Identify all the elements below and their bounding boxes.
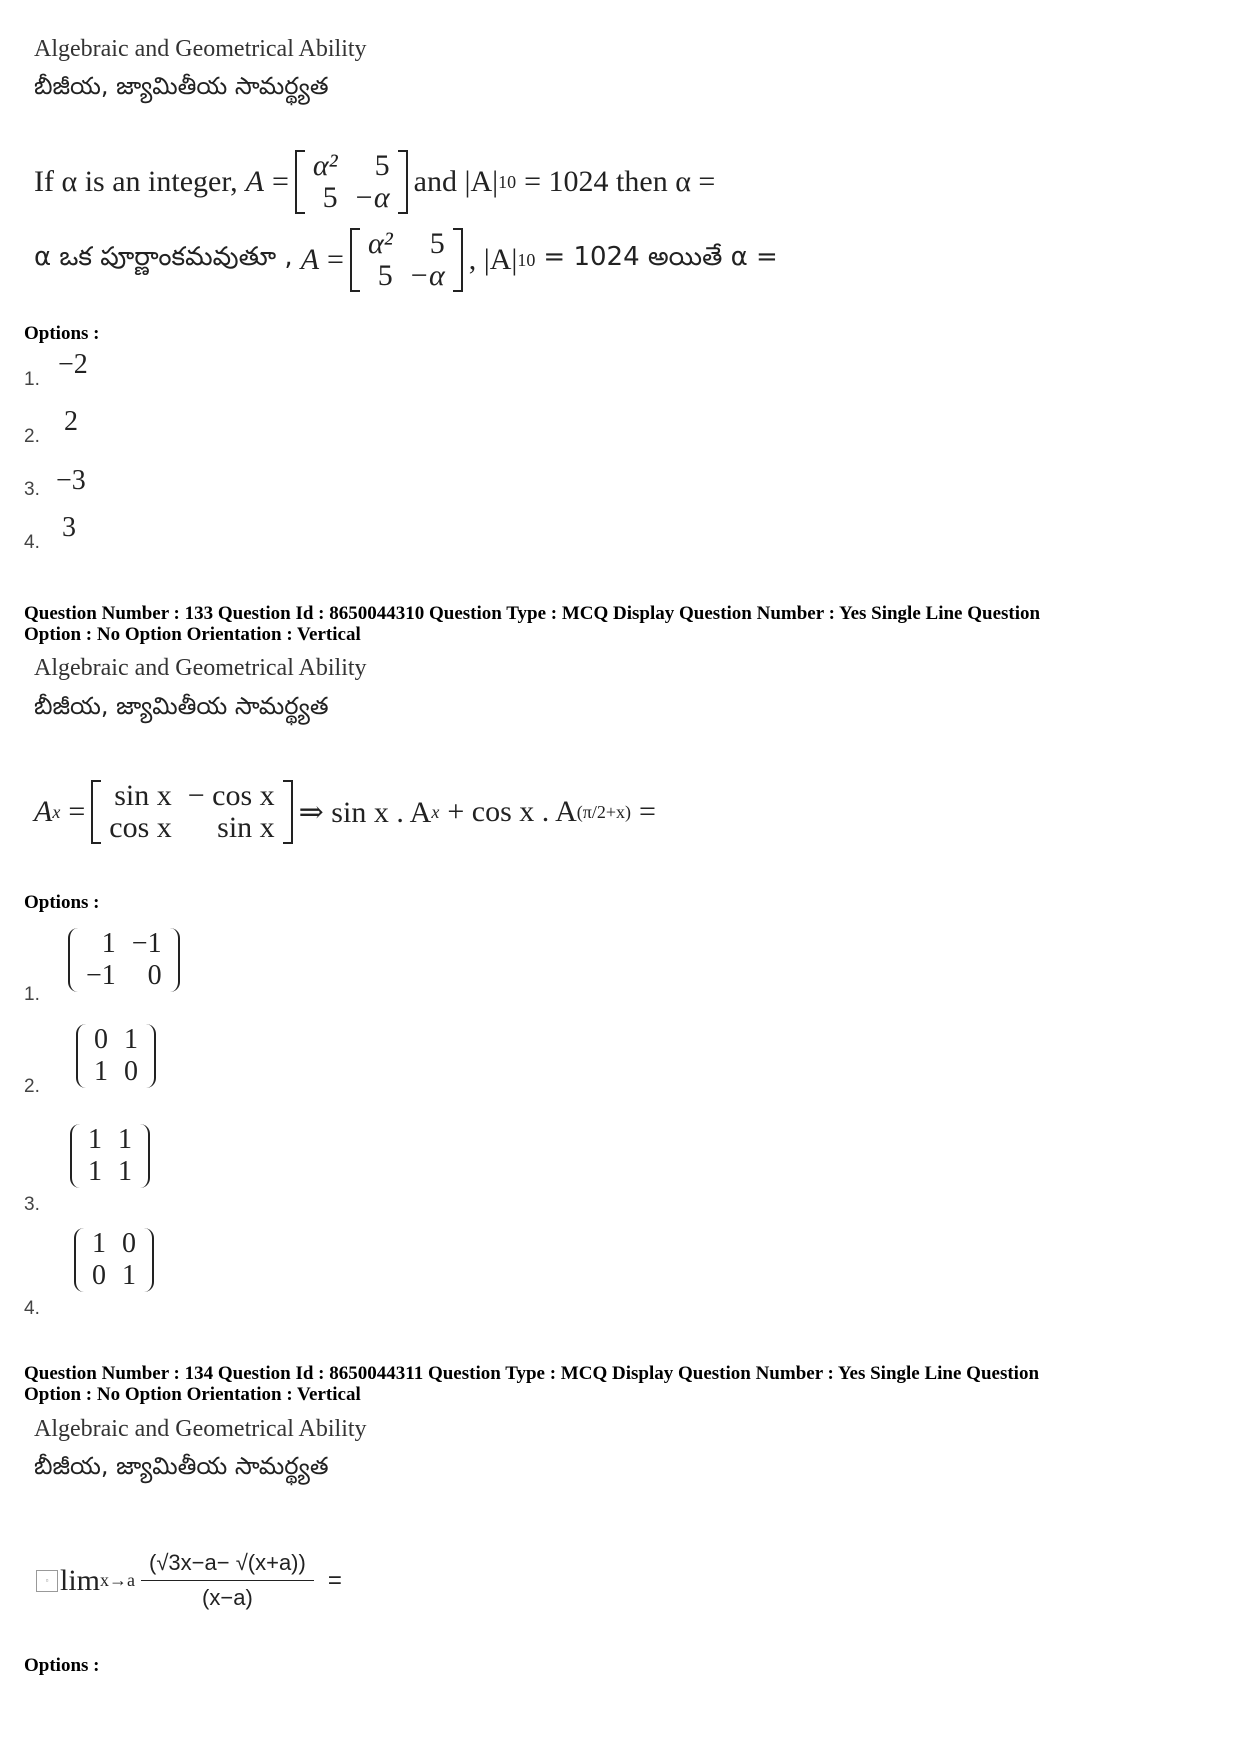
options-label: Options : <box>24 1655 100 1676</box>
option-matrix <box>74 1228 154 1292</box>
matrix-cell: −1 <box>86 960 116 991</box>
option-number: 2. <box>24 1076 40 1097</box>
question-connector: and |A| <box>413 165 499 198</box>
matrix-cell: 0 <box>124 1056 138 1087</box>
subject-title-telugu: బీజీయ, జ్యామితీయ సామర్థ్యత <box>34 72 329 100</box>
matrix-cell: 1 <box>124 1024 138 1055</box>
matrix-cell: 1 <box>88 1124 102 1155</box>
option-value: −3 <box>56 465 86 496</box>
matrix-cell: 0 <box>92 1260 106 1291</box>
subject-title: Algebraic and Geometrical Ability <box>34 655 367 681</box>
option-number: 1. <box>24 984 40 1005</box>
options-label: Options : <box>24 892 100 913</box>
question-text <box>34 780 656 844</box>
option-matrix <box>68 928 180 992</box>
matrix-cell: 1 <box>101 928 116 959</box>
subject-title-telugu: బీజీయ, జ్యామితీయ సామర్థ్యత <box>34 1452 329 1480</box>
exponent: 10 <box>498 171 517 192</box>
question-prefix-telugu: α ఒక పూర్ణాంకమవుతూ , <box>34 242 293 272</box>
subject-title-telugu: బీజీయ, జ్యామితీయ సామర్థ్యత <box>34 692 329 720</box>
option-matrix <box>76 1024 156 1088</box>
question-text <box>36 1550 342 1611</box>
question-meta-line1: Question Number : 134 Question Id : 8650044311 Question Type : MCQ Display Question Number : Yes Single Line Question <box>24 1363 1040 1384</box>
equals-sign: = <box>327 1566 342 1594</box>
matrix-cell: sin x <box>217 811 275 844</box>
subject-title: Algebraic and Geometrical Ability <box>34 1416 367 1442</box>
matrix-cell: cos x <box>109 811 172 844</box>
option-number: 3. <box>24 1194 40 1215</box>
option-value: 3 <box>62 512 76 543</box>
fraction-numerator: (√3x−a− √(x+a)) <box>141 1550 314 1581</box>
subscript: x <box>52 801 61 822</box>
matrix-cell: 5 <box>377 259 393 292</box>
matrix-a-telugu <box>350 228 463 292</box>
question-text-english <box>34 150 715 214</box>
matrix-cell: 1 <box>118 1124 132 1155</box>
matrix-symbol: A <box>34 795 53 828</box>
equals-sign: = <box>327 243 344 276</box>
subject-title: Algebraic and Geometrical Ability <box>34 36 367 62</box>
limit-subscript: x→a <box>100 1570 136 1590</box>
matrix-cell: −α <box>353 181 390 214</box>
equals-sign: = <box>271 165 289 198</box>
matrix-symbol: A <box>245 165 264 198</box>
matrix-symbol: A <box>300 243 320 276</box>
option-number: 4. <box>24 532 40 553</box>
matrix-cell: 1 <box>122 1260 136 1291</box>
exponent: 10 <box>517 249 536 270</box>
question-prefix: If α is an integer, <box>34 165 238 198</box>
matrix-cell: 5 <box>322 181 338 214</box>
matrix-a <box>295 150 408 214</box>
matrix-cell: 1 <box>118 1156 132 1187</box>
option-number: 3. <box>24 479 40 500</box>
matrix-cell: 1 <box>94 1056 108 1087</box>
fraction-denominator: (x−a) <box>202 1585 253 1610</box>
equals-sign: = <box>68 795 86 828</box>
limit-operator: lim <box>60 1563 101 1597</box>
question-rhs: ⇒ sin x . A <box>298 795 432 829</box>
matrix-cell: 0 <box>122 1228 136 1259</box>
matrix-cell: 5 <box>374 149 390 182</box>
option-matrix <box>70 1124 150 1188</box>
option-value: −2 <box>58 349 88 380</box>
question-rhs-telugu: = 1024 అయితే α = <box>543 242 778 272</box>
subscript: (π/2+x) <box>576 801 631 822</box>
matrix-cell: sin x <box>114 779 172 812</box>
matrix-cell: 0 <box>147 960 162 991</box>
question-meta <box>24 603 1040 645</box>
question-meta-line2: Option : No Option Orientation : Vertical <box>24 1384 361 1405</box>
option-number: 2. <box>24 426 40 447</box>
matrix-cell: 5 <box>429 227 445 260</box>
matrix-ax <box>91 780 292 844</box>
matrix-cell: − cos x <box>187 779 275 812</box>
question-meta-line2: Option : No Option Orientation : Vertical <box>24 624 361 645</box>
option-number: 4. <box>24 1298 40 1319</box>
question-meta <box>24 1363 1039 1405</box>
broken-image-icon: ▫ <box>36 1570 58 1592</box>
subscript: x <box>431 801 440 822</box>
matrix-cell: 1 <box>88 1156 102 1187</box>
option-value: 2 <box>64 406 78 437</box>
question-plus: + cos x . A <box>447 795 577 828</box>
option-number: 1. <box>24 369 40 390</box>
matrix-cell: 1 <box>92 1228 106 1259</box>
matrix-cell: α² <box>312 149 338 182</box>
question-rhs: = 1024 then α = <box>524 165 716 198</box>
matrix-cell: −α <box>408 259 445 292</box>
question-meta-line1: Question Number : 133 Question Id : 8650044310 Question Type : MCQ Display Question Number : Yes Single Line Question <box>24 603 1041 624</box>
matrix-cell: α² <box>367 227 393 260</box>
question-text-telugu <box>34 228 778 292</box>
options-label: Options : <box>24 323 100 344</box>
question-connector: , |A| <box>468 243 518 276</box>
fraction <box>141 1550 314 1611</box>
equals-sign: = <box>638 795 656 828</box>
matrix-cell: −1 <box>131 928 162 959</box>
matrix-cell: 0 <box>94 1024 108 1055</box>
